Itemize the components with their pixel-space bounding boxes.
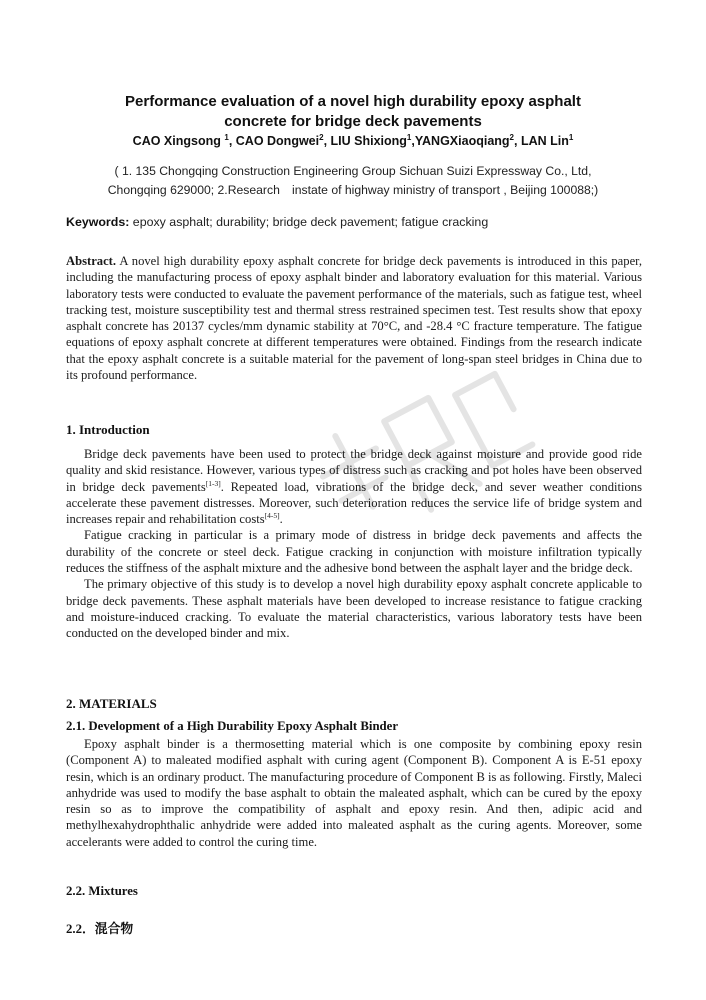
subsection-heading-binder: 2.1. Development of a High Durability Epoxy Asphalt Binder [66, 719, 399, 733]
paragraph-text: Bridge deck pavements have been used to protect the bridge deck against moisture and provide good ride quality and skid resistance. However, various types of distress such as cracking and pot holes have been observed in bridge deck pavements [66, 447, 642, 494]
affiliation-line-2: Chongqing 629000; 2.Research instate of highway ministry of transport , Beijing 100088;) [107, 183, 599, 197]
paragraph-text: . Repeated load, vibrations of the bridge deck, and sever weather conditions accelerate these pavement distresses. Moreover, such deterioration reduces the service life of bridge system and increases repair and rehabilitation costs [66, 479, 642, 527]
author-affiliation-mark: 2 [319, 133, 324, 142]
keywords-label: Keywords: [66, 215, 130, 229]
abstract-text: A novel high durability epoxy asphalt concrete for bridge deck pavements is introduced in this paper, including the manufacturing process of epoxy asphalt binder and laboratory evaluation for this material. Various laboratory tests were conducted to evaluate the pavement performance of the materials, such as fatigue test, wheel tracking test, moisture susceptibility test and thermal stress restrained specimen test. Test results show that epoxy asphalt concrete has 20137 cycles/mm dynamic stability at 70°C, and -28.4 °C fracture temperature. The fatigue equations of epoxy asphalt concrete at different temperatures were obtained. Findings from the research indicate that the epoxy asphalt concrete is a suitable material for the pavement of long-span steel bridges in China due to its profound performance. [66, 254, 642, 383]
author-affiliation-mark: 1 [224, 133, 229, 142]
citation[interactable]: [4-5] [264, 511, 280, 520]
paragraph: Fatigue cracking in particular is a primary mode of distress in bridge deck pavements and affects the durability of the concrete or steel deck. Fatigue cracking in conjunction with moisture infiltration typically reduces the stiffness of the asphalt mixture and the adhesive bond between the asphalt layer and the bridge deck. [66, 528, 642, 576]
keywords [66, 215, 646, 229]
author-name: YANGXiaoqiang [414, 134, 510, 149]
author-name: CAO Dongwei [235, 134, 320, 149]
citation[interactable]: [1-3] [205, 478, 221, 488]
author-name: LIU Shixiong [330, 134, 407, 149]
paragraph: The primary objective of this study is to develop a novel high durability epoxy asphalt concrete applicable to bridge deck pavements. These asphalt materials have been developed to increase resistance to fatigue cracking and moisture-induced cracking. To evaluate the material characteristics, various laboratory tests have been conducted on the developed binder and mix. [66, 577, 642, 641]
author-affiliation-mark: 1 [568, 133, 574, 142]
section-heading-materials: 2. MATERIALS [66, 696, 157, 711]
subsection-heading-mixtures: 2.2. Mixtures [66, 884, 138, 898]
author-affiliation-mark: 1 [406, 133, 412, 142]
paragraph [66, 446, 642, 527]
keywords-text: epoxy asphalt; durability; bridge deck pavement; fatigue cracking [129, 215, 489, 229]
abstract [66, 253, 642, 383]
introduction-body [66, 446, 642, 642]
paper-title-line-1: Performance evaluation of a novel high durability epoxy asphalt [125, 93, 581, 110]
affiliation-line-1: ( 1. 135 Chongqing Construction Engineering Group Sichuan Suizi Expressway Co., Ltd, [114, 164, 592, 178]
subsection-heading-mixtures-chinese: 2.2．混合物 [66, 922, 134, 936]
paragraph: Epoxy asphalt binder is a thermosetting material which is one composite by combining epoxy resin (Component A) to maleated modified asphalt with curing agent (Component B). Component A is E-51 epoxy resin, which is an ordinary product. The manufacturing procedure of Component B is as following. Firstly, Maleci anhydride was used to modify the base asphalt to obtain the maleated asphalt, which can be cured by the epoxy resin so as to improve the compatibility of asphalt and epoxy resin. And then, adipic acid and methylhexahydrophthalic anhydride were added into maleated asphalt as the curing agents. Moreover, some accelerants were added to control the curing time. [66, 737, 642, 849]
paper-title-line-2: concrete for bridge deck pavements [224, 113, 482, 130]
paragraph-text: . [279, 512, 283, 527]
section-heading-introduction: 1. Introduction [66, 422, 150, 437]
materials-body [66, 736, 642, 850]
author-list: CAO Xingsong $^1$, CAO Dongwei$^2$, LIU Shixiong$^1$,YANGXiaoqiang$^2$, LAN Lin$^1$ [132, 133, 574, 149]
author-name: CAO Xingsong [132, 134, 221, 149]
abstract-label: Abstract. [66, 254, 117, 268]
author-affiliation-mark: 2 [509, 133, 514, 142]
author-name: LAN Lin [520, 134, 569, 149]
